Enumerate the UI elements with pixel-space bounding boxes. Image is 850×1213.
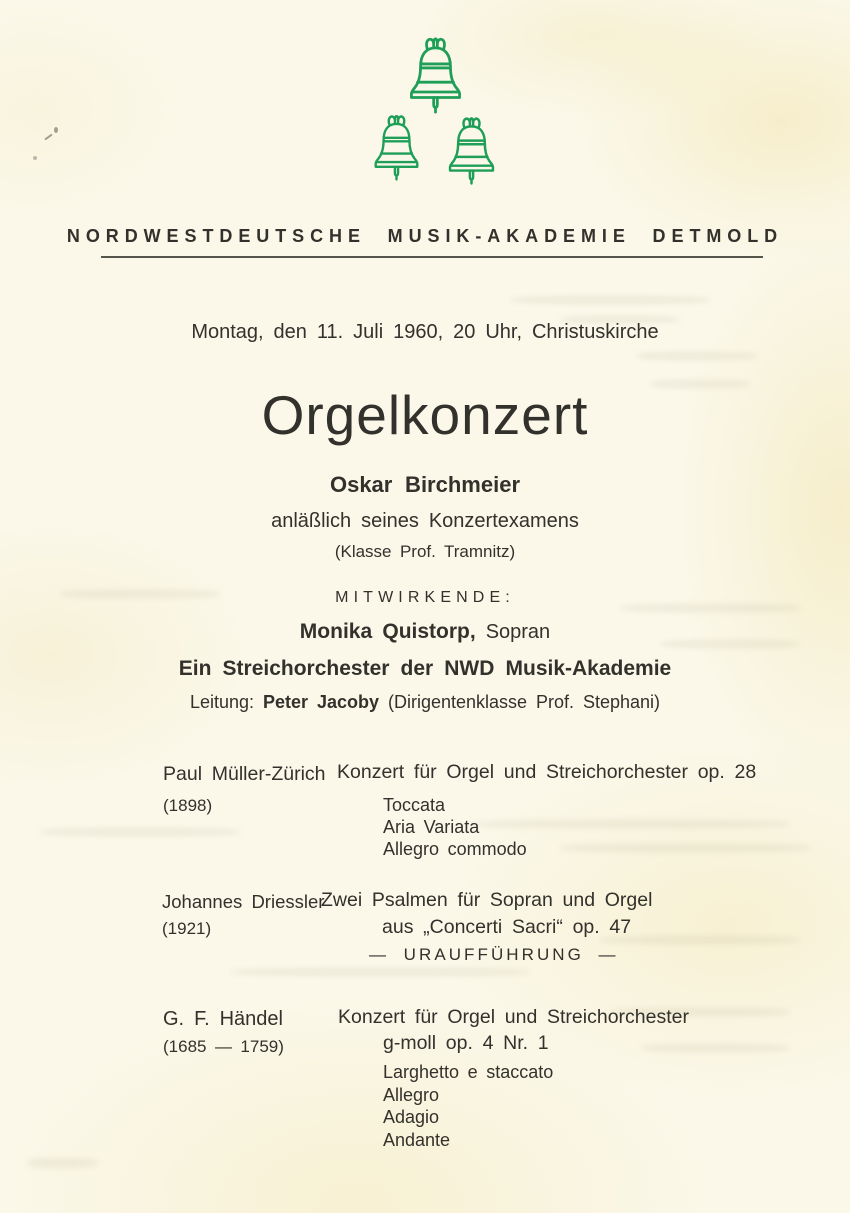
ghost-texture bbox=[636, 352, 756, 360]
soloist-name: Oskar Birchmeier bbox=[329, 472, 521, 497]
movement-item: Toccata bbox=[383, 795, 446, 815]
work-title: Konzert für Orgel und Streichorchester bbox=[338, 1006, 689, 1028]
pencil-mark bbox=[54, 127, 58, 133]
work-subtitle: g-moll op. 4 Nr. 1 bbox=[383, 1032, 549, 1054]
movement-list bbox=[383, 1061, 553, 1151]
conductor-note: (Dirigentenklasse Prof. Stephani) bbox=[387, 692, 661, 712]
ghost-texture bbox=[640, 1044, 790, 1052]
academy-logo bbox=[335, 36, 535, 206]
soprano-role: Sopran bbox=[485, 621, 551, 643]
movement-item: Allegro commodo bbox=[383, 839, 527, 859]
composer-name: G. F. Händel bbox=[163, 1008, 283, 1030]
movement-item: Larghetto e staccato bbox=[383, 1062, 554, 1082]
movement-list bbox=[383, 794, 527, 860]
premiere-note: — URAUFFÜHRUNG — bbox=[369, 945, 619, 964]
composer-dates: (1685 — 1759) bbox=[163, 1037, 284, 1056]
event-date-line: Montag, den 11. Juli 1960, 20 Uhr, Christuskirche bbox=[191, 321, 659, 343]
movement-item: Allegro bbox=[383, 1084, 440, 1105]
composer-name: Johannes Driessler bbox=[162, 891, 325, 912]
work-title: Konzert für Orgel und Streichorchester op. 28 bbox=[337, 761, 757, 783]
movement-item: Aria Variata bbox=[383, 817, 480, 837]
conductor-line bbox=[0, 692, 850, 713]
soprano-name: Monika Quistorp, bbox=[299, 620, 476, 643]
work-title: Zwei Psalmen für Sopran und Orgel bbox=[321, 889, 653, 911]
conductor-prefix: Leitung: bbox=[189, 692, 255, 712]
composer-dates: (1921) bbox=[162, 919, 212, 938]
pencil-mark bbox=[44, 134, 53, 141]
conductor-name: Peter Jacoby bbox=[262, 692, 380, 712]
movement-item: Adagio bbox=[383, 1107, 440, 1127]
ghost-texture bbox=[560, 844, 810, 852]
soprano-line bbox=[0, 620, 850, 644]
concert-title: Orgelkonzert bbox=[261, 384, 589, 446]
composer-name: Paul Müller-Zürich bbox=[163, 763, 326, 785]
pencil-mark bbox=[33, 156, 37, 160]
ghost-texture bbox=[40, 828, 240, 836]
class-note: (Klasse Prof. Tramnitz) bbox=[334, 542, 516, 561]
three-bells-icon bbox=[335, 36, 535, 201]
participants-heading: MITWIRKENDE: bbox=[335, 589, 515, 606]
ghost-texture bbox=[28, 1158, 98, 1168]
orchestra-line: Ein Streichorchester der NWD Musik-Akademie bbox=[178, 657, 672, 680]
movement-item: Andante bbox=[383, 1129, 451, 1150]
work-subtitle: aus „Concerti Sacri“ op. 47 bbox=[382, 916, 632, 938]
composer-dates: (1898) bbox=[163, 796, 213, 815]
occasion-line: anläßlich seines Konzertexamens bbox=[271, 510, 579, 532]
ghost-texture bbox=[510, 296, 710, 304]
header-rule bbox=[101, 256, 763, 258]
institution-header: NORDWESTDEUTSCHE MUSIK-AKADEMIE DETMOLD bbox=[66, 226, 784, 246]
ghost-texture bbox=[230, 968, 530, 976]
